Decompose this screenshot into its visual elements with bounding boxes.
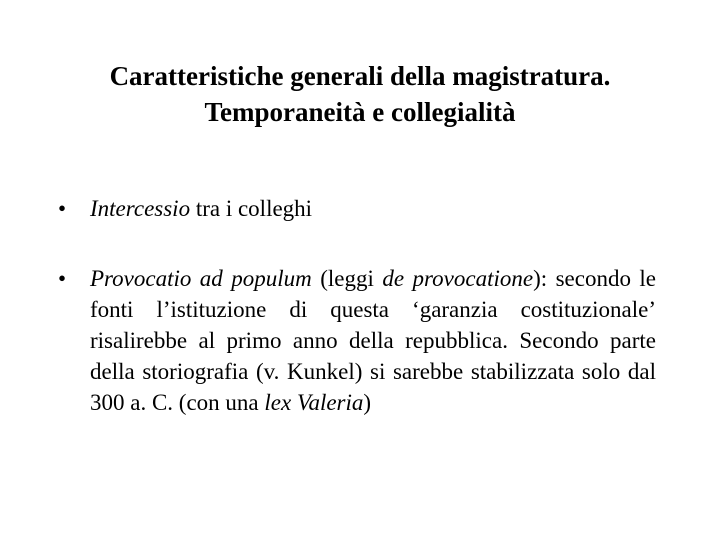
text-closing-paren: ) bbox=[363, 390, 372, 415]
bullet-marker: • bbox=[58, 266, 67, 291]
title-line-1: Caratteristiche generali della magistratura. bbox=[109, 61, 611, 91]
text-tra-i-colleghi: tra i colleghi bbox=[190, 196, 313, 221]
term-intercessio: Intercessio bbox=[90, 196, 191, 221]
term-de-provocatione: de provocatione bbox=[382, 266, 534, 291]
term-lex-valeria: lex Valeria bbox=[264, 390, 364, 415]
slide-title bbox=[40, 58, 680, 130]
bullet-provocatio bbox=[58, 263, 656, 418]
bullet-intercessio bbox=[58, 193, 656, 224]
bullet-marker: • bbox=[58, 196, 67, 221]
bullet-list bbox=[58, 193, 656, 418]
term-provocatio-ad-populum: Provocatio ad populum bbox=[90, 266, 312, 291]
text-provocatio-body: ): secondo le fonti l’istituzione di questa ‘garanzia costituzionale’ risalirebbe al primo anno della repubblica. Secondo parte della storiografia (v. Kunkel) si sarebbe stabilizzata solo dal 300 a. C. (con una bbox=[90, 266, 657, 415]
text-leggi: (leggi bbox=[311, 266, 383, 291]
title-line-2: Temporaneità e collegialità bbox=[204, 97, 516, 127]
